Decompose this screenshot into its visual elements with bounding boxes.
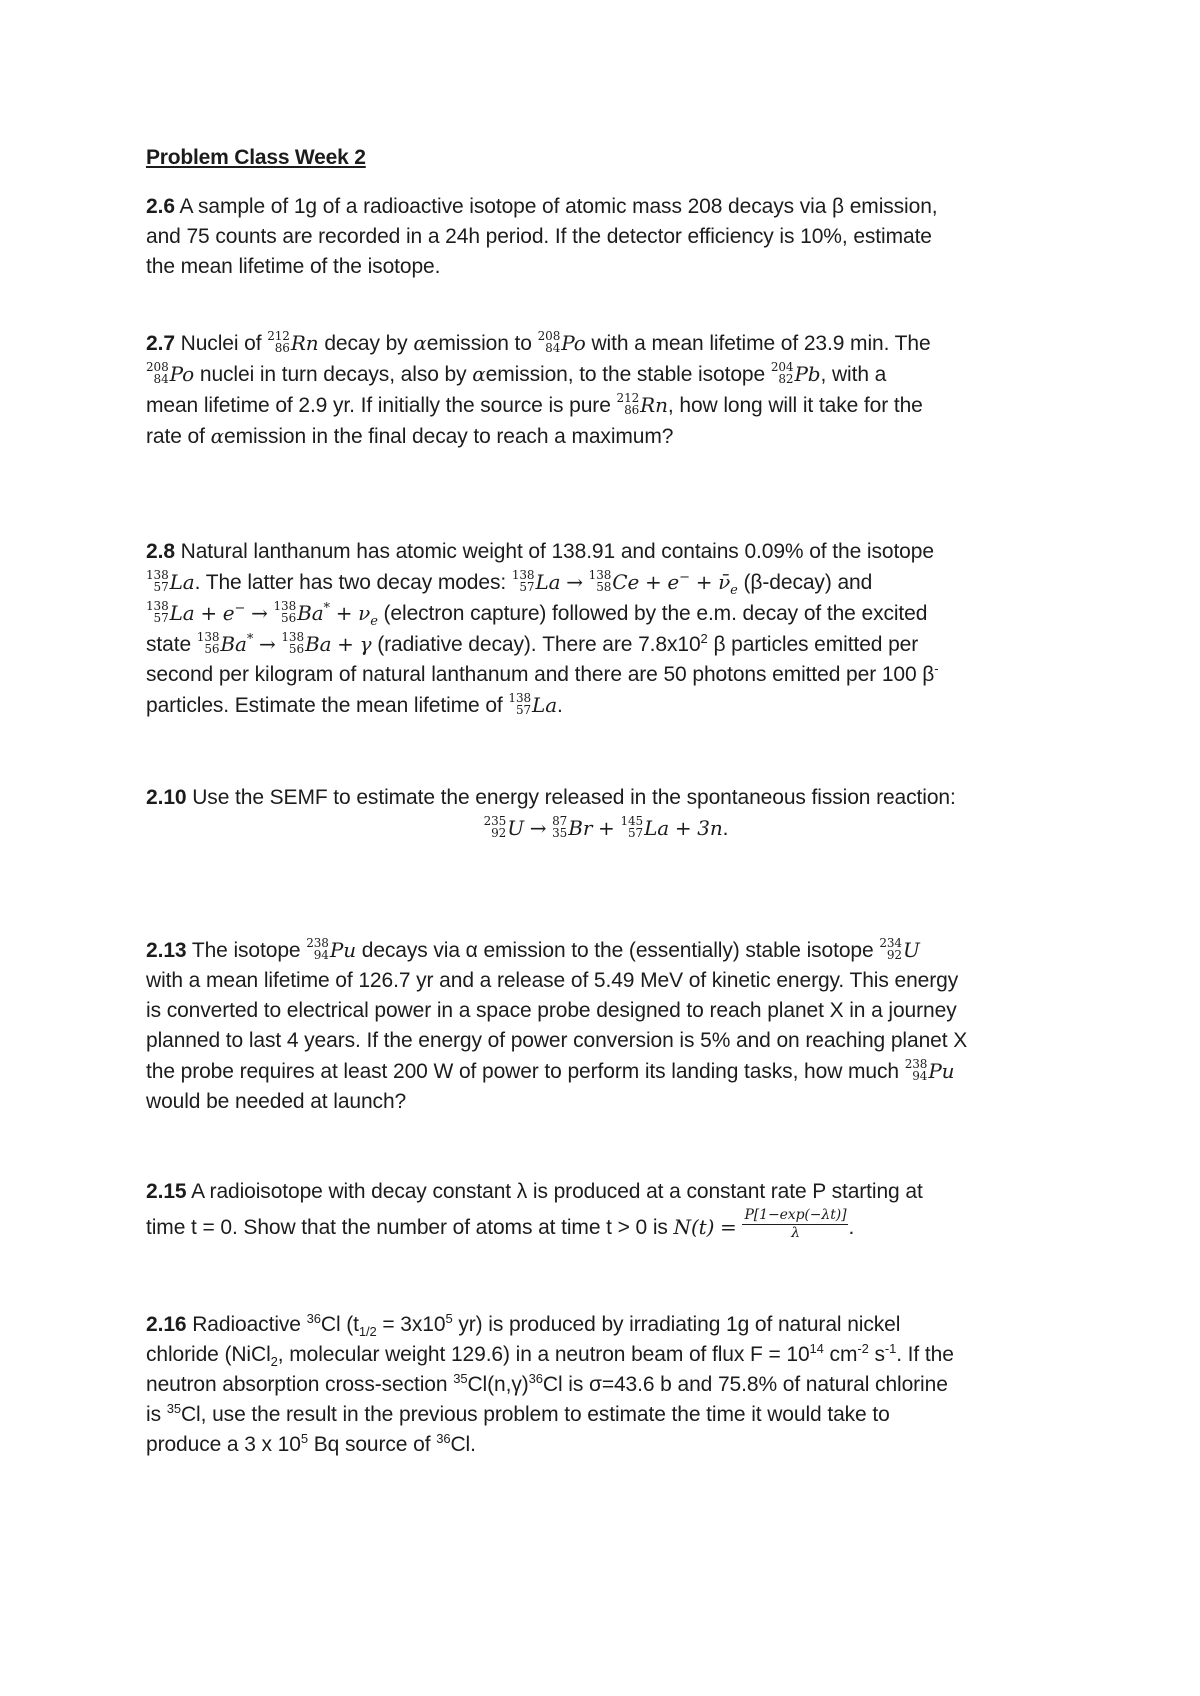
problem-2-13 xyxy=(146,935,1066,1117)
problem-line: second per kilogram of natural lanthanum and there are 50 photons emitted per 100 β- xyxy=(146,661,939,686)
problem-2-10 xyxy=(146,783,1066,844)
problem-line: time t = 0. Show that the number of atoms at time t > 0 is N(t) = $\frac{P[1-\exp(-\lambda t)]}{\lambda}$ . xyxy=(146,1207,855,1241)
nuclide-superscript: 208 84 xyxy=(146,360,169,387)
problem-line: would be needed at launch? xyxy=(146,1090,407,1113)
problem-number: 2.10 xyxy=(146,786,187,809)
problem-line: chloride (NiCl$_2$, molecular weight 129.6) in a neutron beam of flux $F = 10^{14}$ $cm^{-2}$ $s^{-1}$. If the xyxy=(146,1341,954,1370)
problem-line: state 138 56 Ba* → 138 56 Ba + γ (radiative decay). There are $7.8x10^2$ β particles emitted per xyxy=(146,630,919,657)
nuclide-superscript: 208 84 xyxy=(537,329,561,356)
problem-line: with a mean lifetime of 126.7 yr and a release of 5.49 MeV of kinetic energy. This energy xyxy=(146,969,959,992)
problem-number: 2.13 xyxy=(146,939,187,962)
problem-line: 2.10 Use the SEMF to estimate the energy released in the spontaneous fission reaction: xyxy=(146,786,956,809)
problem-line: and 75 counts are recorded in a 24h period. If the detector efficiency is 10%, estimate xyxy=(146,225,932,248)
problem-number: 2.16 xyxy=(146,1313,187,1336)
problem-2-7 xyxy=(146,328,1066,452)
problem-line: 138 57 La. The latter has two decay modes: 138 57 La → 138 58 $Ce + e^- + \nū_e$ (β-decay) and xyxy=(146,568,873,599)
fission-equation: 235 92 U → 87 35 Br + 145 57 La + 3n. xyxy=(483,814,729,841)
problem-line: produce a 3 x $10^5$ Bq source of $^{36}$Cl. xyxy=(146,1431,476,1456)
problem-line: 2.13 The isotope 238 94 Pu decays via α emission to the (essentially) stable isotope 234 92 U xyxy=(146,936,920,963)
problem-2-8 xyxy=(146,537,1066,721)
page-title: Problem Class Week 2 xyxy=(146,146,366,169)
problem-number: 2.7 xyxy=(146,332,175,355)
problem-line: 2.6 A sample of 1g of a radioactive isotope of atomic mass 208 decays via β emission, xyxy=(146,195,938,218)
fraction: $\frac{P[1-\exp(-\lambda t)]}{\lambda}$ xyxy=(744,1207,847,1241)
problem-line: 2.7 Nuclei of 212 86 Rn decay by αemission to 208 84 Po with a mean lifetime of 23.9 min. The xyxy=(146,329,931,356)
problem-line: particles. Estimate the mean lifetime of 138 57 La. xyxy=(146,691,563,718)
problem-line: 2.8 Natural lanthanum has atomic weight of 138.91 and contains 0.09% of the isotope xyxy=(146,540,934,563)
problem-line: 2.16 Radioactive $^{36}$Cl ($t_{1/2} = 3x10^5$ yr) is produced by irradiating 1g of natural nickel xyxy=(146,1311,901,1340)
problem-line: is $^{35}$Cl, use the result in the previous problem to estimate the time it would take to xyxy=(146,1401,890,1426)
problem-line: the mean lifetime of the isotope. xyxy=(146,255,441,278)
problem-line: 208 84 Po nuclei in turn decays, also by αemission, to the stable isotope 204 82 Pb, with a xyxy=(146,360,887,387)
nuclide-superscript: 212 86 xyxy=(616,391,640,418)
problem-line: planned to last 4 years. If the energy of power conversion is 5% and on reaching planet X xyxy=(146,1029,968,1052)
problem-line: neutron absorption cross-section $^{35}Cl(n,\gamma)^{36}Cl$ is σ=43.6 b and 75.8% of natural chlorine xyxy=(146,1371,948,1396)
problem-line: mean lifetime of 2.9 yr. If initially the source is pure 212 86 Rn, how long will it take for the xyxy=(146,391,923,418)
problem-2-16 xyxy=(146,1310,1066,1460)
problem-line: rate of αemission in the final decay to reach a maximum? xyxy=(146,424,674,448)
problem-number: 2.6 xyxy=(146,195,175,218)
nuclide-superscript: 212 86 xyxy=(267,329,290,356)
problem-line: 2.15 A radioisotope with decay constant λ is produced at a constant rate P starting at xyxy=(146,1180,923,1203)
nuclide-superscript: 204 82 xyxy=(770,360,794,387)
problem-line: the probe requires at least 200 W of power to perform its landing tasks, how much 238 94 Pu xyxy=(146,1057,955,1084)
problem-number: 2.8 xyxy=(146,540,175,563)
problem-line: 138 57 La + e− → 138 56 $Ba^* + \nu_e$ (electron capture) followed by the e.m. decay of the excited xyxy=(146,599,928,630)
problem-2-6 xyxy=(146,192,1066,282)
problem-number: 2.15 xyxy=(146,1180,187,1203)
problem-line: is converted to electrical power in a space probe designed to reach planet X in a journey xyxy=(146,999,957,1022)
problem-2-15 xyxy=(146,1177,1066,1246)
